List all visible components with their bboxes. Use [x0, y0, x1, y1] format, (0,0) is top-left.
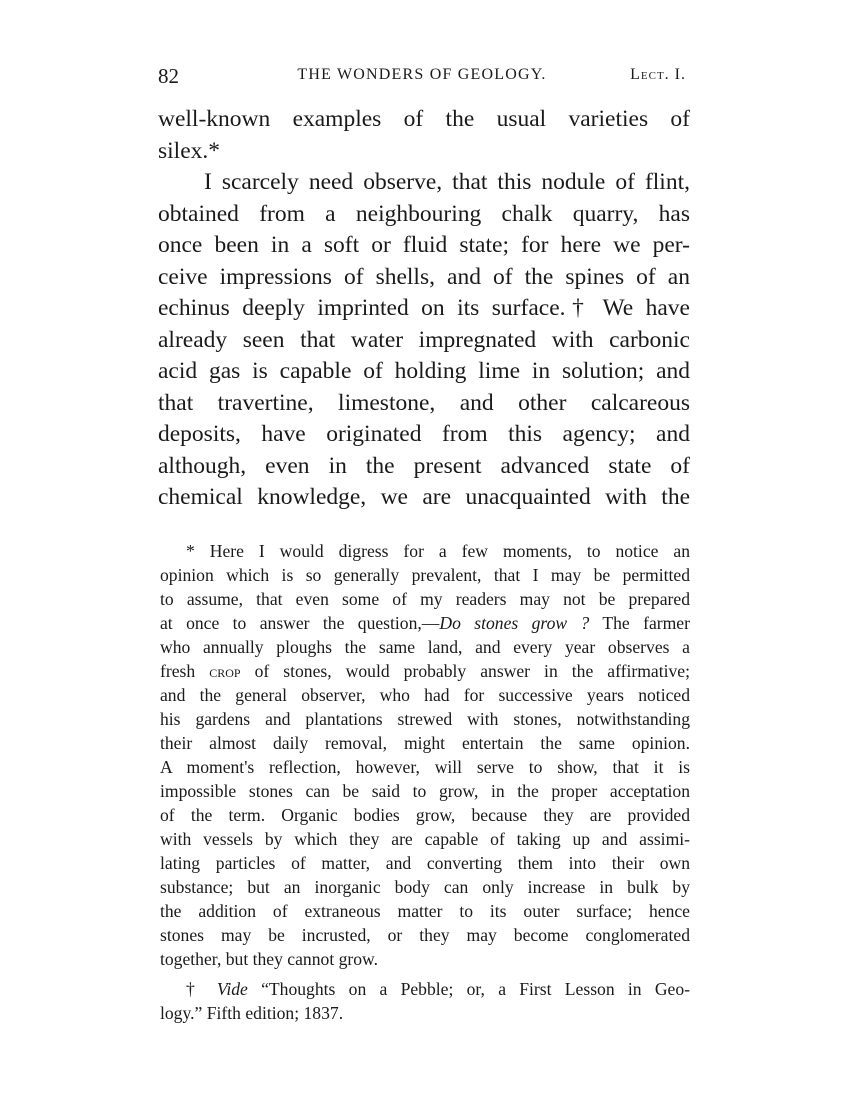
text-line: once been in a soft or fluid state; for here we per- [158, 232, 690, 258]
running-header [158, 64, 686, 94]
footnote-line: to assume, that even some of my readers may not be prepared [160, 589, 690, 609]
footnote-line: substance; but an inorganic body can only increase in bulk by [160, 877, 690, 897]
text-line: although, even in the present advanced state of [158, 452, 690, 479]
footnote-line: with vessels by which they are capable of taking up and assimi- [160, 829, 690, 849]
footnote-line [160, 977, 690, 1001]
text-line: acid gas is capable of holding lime in solution; and [158, 358, 690, 384]
footnote-text: † [186, 979, 217, 999]
text-line: deposits, have originated from this agency; and [158, 421, 690, 447]
footnote-line: logy.” Fifth edition; 1837. [160, 1003, 344, 1023]
footnote-line: opinion which is so generally prevalent, that I may be permitted [160, 565, 690, 585]
footnote-line: their almost daily removal, might entertain the same opinion. [160, 733, 690, 753]
text-line: chemical knowledge, we are unacquainted with the [158, 484, 690, 510]
footnote-text: fresh [160, 661, 210, 681]
running-title: THE WONDERS OF GEOLOGY. [297, 66, 547, 83]
footnote-line [160, 659, 690, 683]
text-line: obtained from a neighbouring chalk quarry, has [158, 200, 690, 227]
text-line: well-known examples of the usual varieties of [158, 106, 690, 132]
footnote-line [160, 611, 690, 635]
footnote-line: and the general observer, who had for successive years noticed [160, 685, 690, 705]
text-line: silex.* [158, 137, 221, 164]
main-text [158, 104, 690, 514]
footnote-line: together, but they cannot grow. [160, 949, 379, 969]
footnotes [160, 539, 690, 1025]
footnote-italic-text: Vide [216, 979, 248, 999]
page-number: 82 [158, 64, 179, 88]
footnote-text: at once to answer the question,— [160, 613, 440, 633]
footnote-line: the addition of extraneous matter to its outer surface; hence [160, 901, 690, 921]
footnote-line: his gardens and plantations strewed with stones, notwithstanding [160, 709, 690, 729]
footnote-line: who annually ploughs the same land, and every year observes a [160, 637, 690, 657]
footnote-line: A moment's reflection, however, will serve to show, that it is [160, 757, 690, 777]
text-line: echinus deeply imprinted on its surface.† We have [158, 295, 690, 321]
footnote-line: of the term. Organic bodies grow, because they are provided [160, 805, 690, 825]
footnote-text: “Thoughts on a Pebble; or, a First Lesson in Geo- [247, 979, 690, 999]
text-line: ceive impressions of shells, and of the spines of an [158, 263, 690, 290]
footnote-line: lating particles of matter, and converting them into their own [160, 853, 690, 873]
footnote-star [160, 539, 690, 971]
footnote-line: impossible stones can be said to grow, in the proper acceptation [160, 781, 690, 801]
text-line: that travertine, limestone, and other calcareous [158, 389, 690, 416]
footnote-dagger [160, 977, 690, 1025]
footnote-text: The farmer [589, 613, 690, 633]
footnote-small-caps-text: crop [209, 661, 241, 681]
text-line: I scarcely need observe, that this nodule of flint, [204, 169, 690, 195]
footnote-italic-text: Do stones grow ? [439, 613, 590, 633]
footnote-line: stones may be incrusted, or they may become conglomerated [160, 925, 690, 945]
footnote-line: * Here I would digress for a few moments, to notice an [186, 541, 690, 561]
footnote-text: of stones, would probably answer in the affirmative; [240, 661, 690, 681]
section-mark: Lect. I. [630, 66, 686, 83]
text-line: already seen that water impregnated with carbonic [158, 326, 690, 353]
